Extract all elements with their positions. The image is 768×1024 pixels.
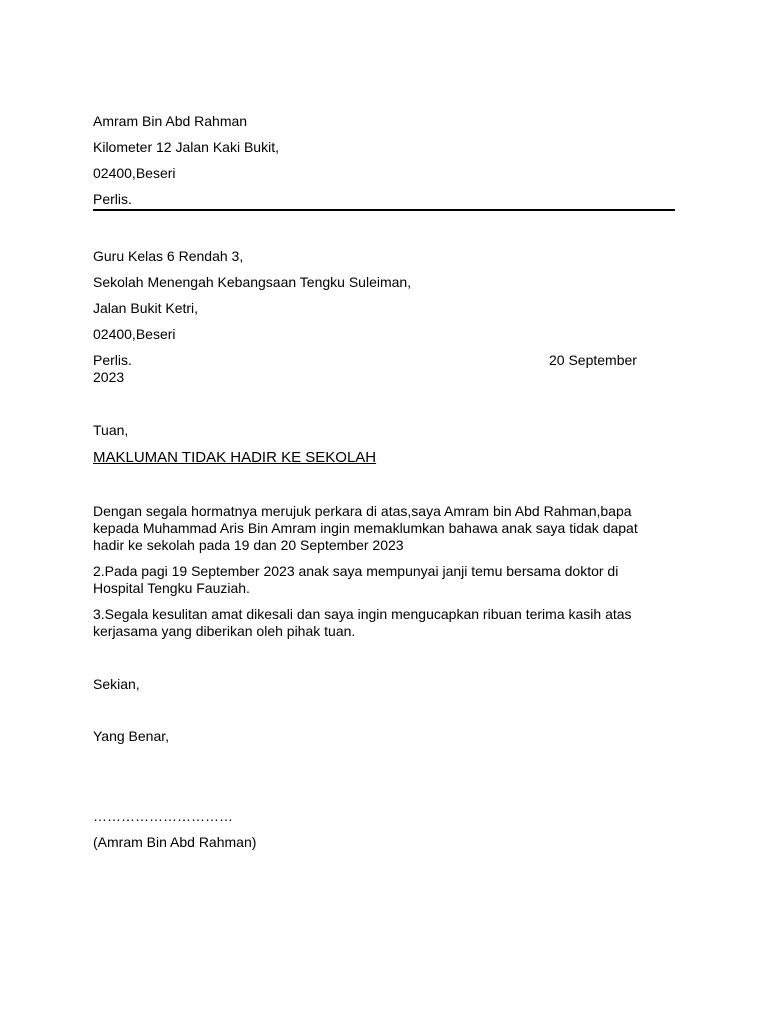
header-divider bbox=[93, 209, 675, 211]
body-paragraph-1-line-1: Dengan segala hormatnya merujuk perkara di atas,saya Amram bin Abd Rahman,bapa bbox=[93, 503, 632, 519]
sender-address-line-2: 02400,Beseri bbox=[93, 165, 176, 181]
signature-line: ………………………… bbox=[93, 808, 233, 824]
sender-address-line-3: Perlis. bbox=[93, 191, 132, 207]
body-paragraph-3-line-1: 3.Segala kesulitan amat dikesali dan saya ingin mengucapkan ribuan terima kasih atas bbox=[93, 606, 632, 622]
sender-address-line-1: Kilometer 12 Jalan Kaki Bukit, bbox=[93, 139, 279, 155]
recipient-line-1: Guru Kelas 6 Rendah 3, bbox=[93, 248, 244, 264]
closing-sekian: Sekian, bbox=[93, 676, 140, 692]
letter-date-part-2: 2023 bbox=[93, 369, 125, 385]
recipient-line-5: Perlis. bbox=[93, 352, 132, 368]
signature-name: (Amram Bin Abd Rahman) bbox=[93, 834, 257, 850]
sender-name: Amram Bin Abd Rahman bbox=[93, 113, 248, 129]
body-paragraph-1-line-2: kepada Muhammad Aris Bin Amram ingin memaklumkan bahawa anak saya tidak dapat bbox=[93, 520, 638, 536]
recipient-line-2: Sekolah Menengah Kebangsaan Tengku Suleiman, bbox=[93, 274, 412, 290]
body-paragraph-3-line-2: kerjasama yang diberikan oleh pihak tuan. bbox=[93, 623, 356, 639]
letter-subject: MAKLUMAN TIDAK HADIR KE SEKOLAH bbox=[93, 449, 377, 466]
salutation: Tuan, bbox=[93, 422, 129, 438]
closing-yang-benar: Yang Benar, bbox=[93, 728, 170, 744]
letter-date-part-1: 20 September bbox=[549, 352, 637, 368]
body-paragraph-1-line-3: hadir ke sekolah pada 19 dan 20 September 2023 bbox=[93, 537, 404, 553]
body-paragraph-2-line-1: 2.Pada pagi 19 September 2023 anak saya mempunyai janji temu bersama doktor di bbox=[93, 563, 619, 579]
recipient-line-3: Jalan Bukit Ketri, bbox=[93, 300, 199, 316]
recipient-line-4: 02400,Beseri bbox=[93, 326, 176, 342]
body-paragraph-2-line-2: Hospital Tengku Fauziah. bbox=[93, 580, 250, 596]
